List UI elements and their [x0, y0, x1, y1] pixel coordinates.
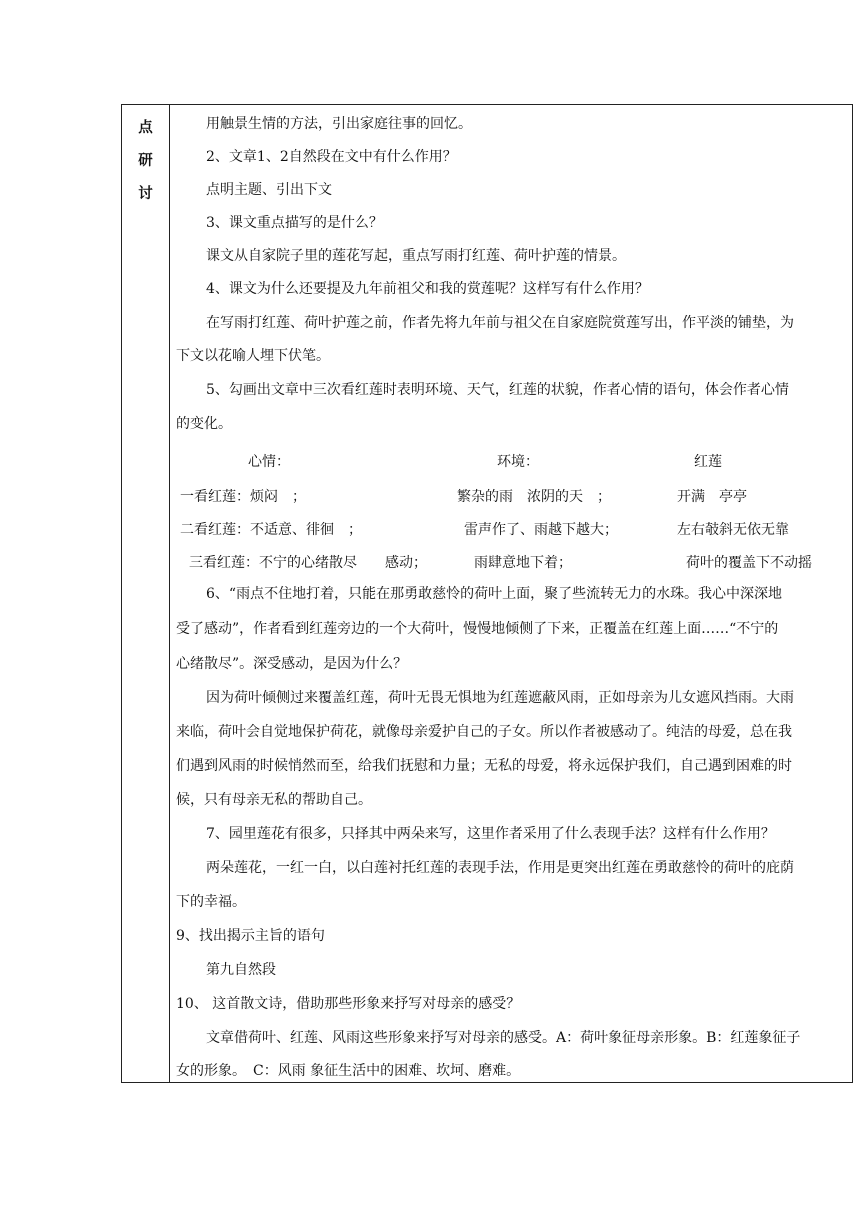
- question-line: 4、课文为什么还要提及九年前祖父和我的赏莲呢？这样写有什么作用？: [206, 281, 649, 297]
- answer-line: 下文以花喻人埋下伏笔。: [176, 348, 330, 364]
- answer-line: 来临，荷叶会自觉地保护荷花，就像母亲爱护自己的子女。所以作者被感动了。纯洁的母爱，总在我: [176, 724, 792, 740]
- answer-line: 们遇到风雨的时候悄然而至，给我们抚慰和力量；无私的母爱，将永远保护我们，自己遇到困难的时: [176, 758, 792, 774]
- header-mood: 心情：: [248, 454, 290, 470]
- environment-cell: 繁杂的雨 浓阴的天 ；: [457, 489, 611, 505]
- lotus-cell: 开满 亭亭: [677, 489, 747, 505]
- answer-line: 在写雨打红莲、荷叶护莲之前，作者先将九年前与祖父在自家庭院赏莲写出，作平淡的铺垫，为: [206, 315, 794, 331]
- mood-cell: 二看红莲：不适意、徘徊 ；: [180, 522, 362, 538]
- header-environment: 环境：: [497, 454, 539, 470]
- answer-line: 点明主题、引出下文: [206, 182, 332, 198]
- question-line: 10、 这首散文诗，借助那些形象来抒写对母亲的感受？: [176, 996, 521, 1012]
- mood-cell: 一看红莲：烦闷 ；: [180, 489, 306, 505]
- environment-cell: 雨肆意地下着；: [474, 555, 572, 571]
- side-label-char: 讨: [138, 186, 153, 202]
- lotus-cell: 左右攲斜无依无靠: [677, 522, 789, 538]
- question-line: 的变化。: [176, 416, 232, 432]
- question-line: 3、课文重点描写的是什么？: [206, 215, 383, 231]
- side-label-char: 点: [138, 120, 153, 136]
- answer-line: 因为荷叶倾侧过来覆盖红莲，荷叶无畏无惧地为红莲遮蔽风雨，正如母亲为儿女遮风挡雨。大雨: [206, 690, 794, 706]
- question-line: 5、勾画出文章中三次看红莲时表明环境、天气，红莲的状貌，作者心情的语句，体会作者心情: [206, 382, 789, 398]
- answer-line: 第九自然段: [206, 962, 276, 978]
- environment-cell: 雷声作了、雨越下越大；: [464, 522, 618, 538]
- question-line: 9、找出揭示主旨的语句: [176, 928, 325, 944]
- question-line: 6、“雨点不住地打着，只能在那勇敢慈怜的荷叶上面，聚了些流转无力的水珠。我心中深深地: [206, 586, 783, 602]
- question-line: 受了感动”，作者看到红莲旁边的一个大荷叶，慢慢地倾侧了下来，正覆盖在红莲上面……“不宁的: [176, 621, 779, 637]
- answer-line: 女的形象。 C：风雨 象征生活中的困难、坎坷、磨难。: [176, 1063, 521, 1079]
- question-line: 心绪散尽”。深受感动，是因为什么？: [176, 656, 408, 672]
- answer-line: 两朵莲花，一红一白，以白莲衬托红莲的表现手法，作用是更突出红莲在勇敢慈怜的荷叶的庇荫: [206, 860, 794, 876]
- answer-line: 候，只有母亲无私的帮助自己。: [176, 792, 372, 808]
- side-label-char: 研: [138, 153, 153, 169]
- mood-cell: 三看红莲：不宁的心绪散尽 感动；: [189, 555, 427, 571]
- header-red-lotus: 红莲: [694, 454, 722, 470]
- question-line: 7、园里莲花有很多，只择其中两朵来写，这里作者采用了什么表现手法？这样有什么作用？: [206, 826, 775, 842]
- lotus-cell: 荷叶的覆盖下不动摇: [686, 555, 812, 571]
- answer-line: 文章借荷叶、红莲、风雨这些形象来抒写对母亲的感受。A：荷叶象征母亲形象。B：红莲象征子: [206, 1030, 801, 1046]
- question-line: 2、文章1、2自然段在文中有什么作用？: [206, 149, 457, 165]
- paragraph-line: 用触景生情的方法，引出家庭往事的回忆。: [206, 116, 472, 132]
- answer-line: 课文从自家院子里的莲花写起，重点写雨打红莲、荷叶护莲的情景。: [206, 248, 626, 264]
- answer-line: 下的幸福。: [176, 894, 246, 910]
